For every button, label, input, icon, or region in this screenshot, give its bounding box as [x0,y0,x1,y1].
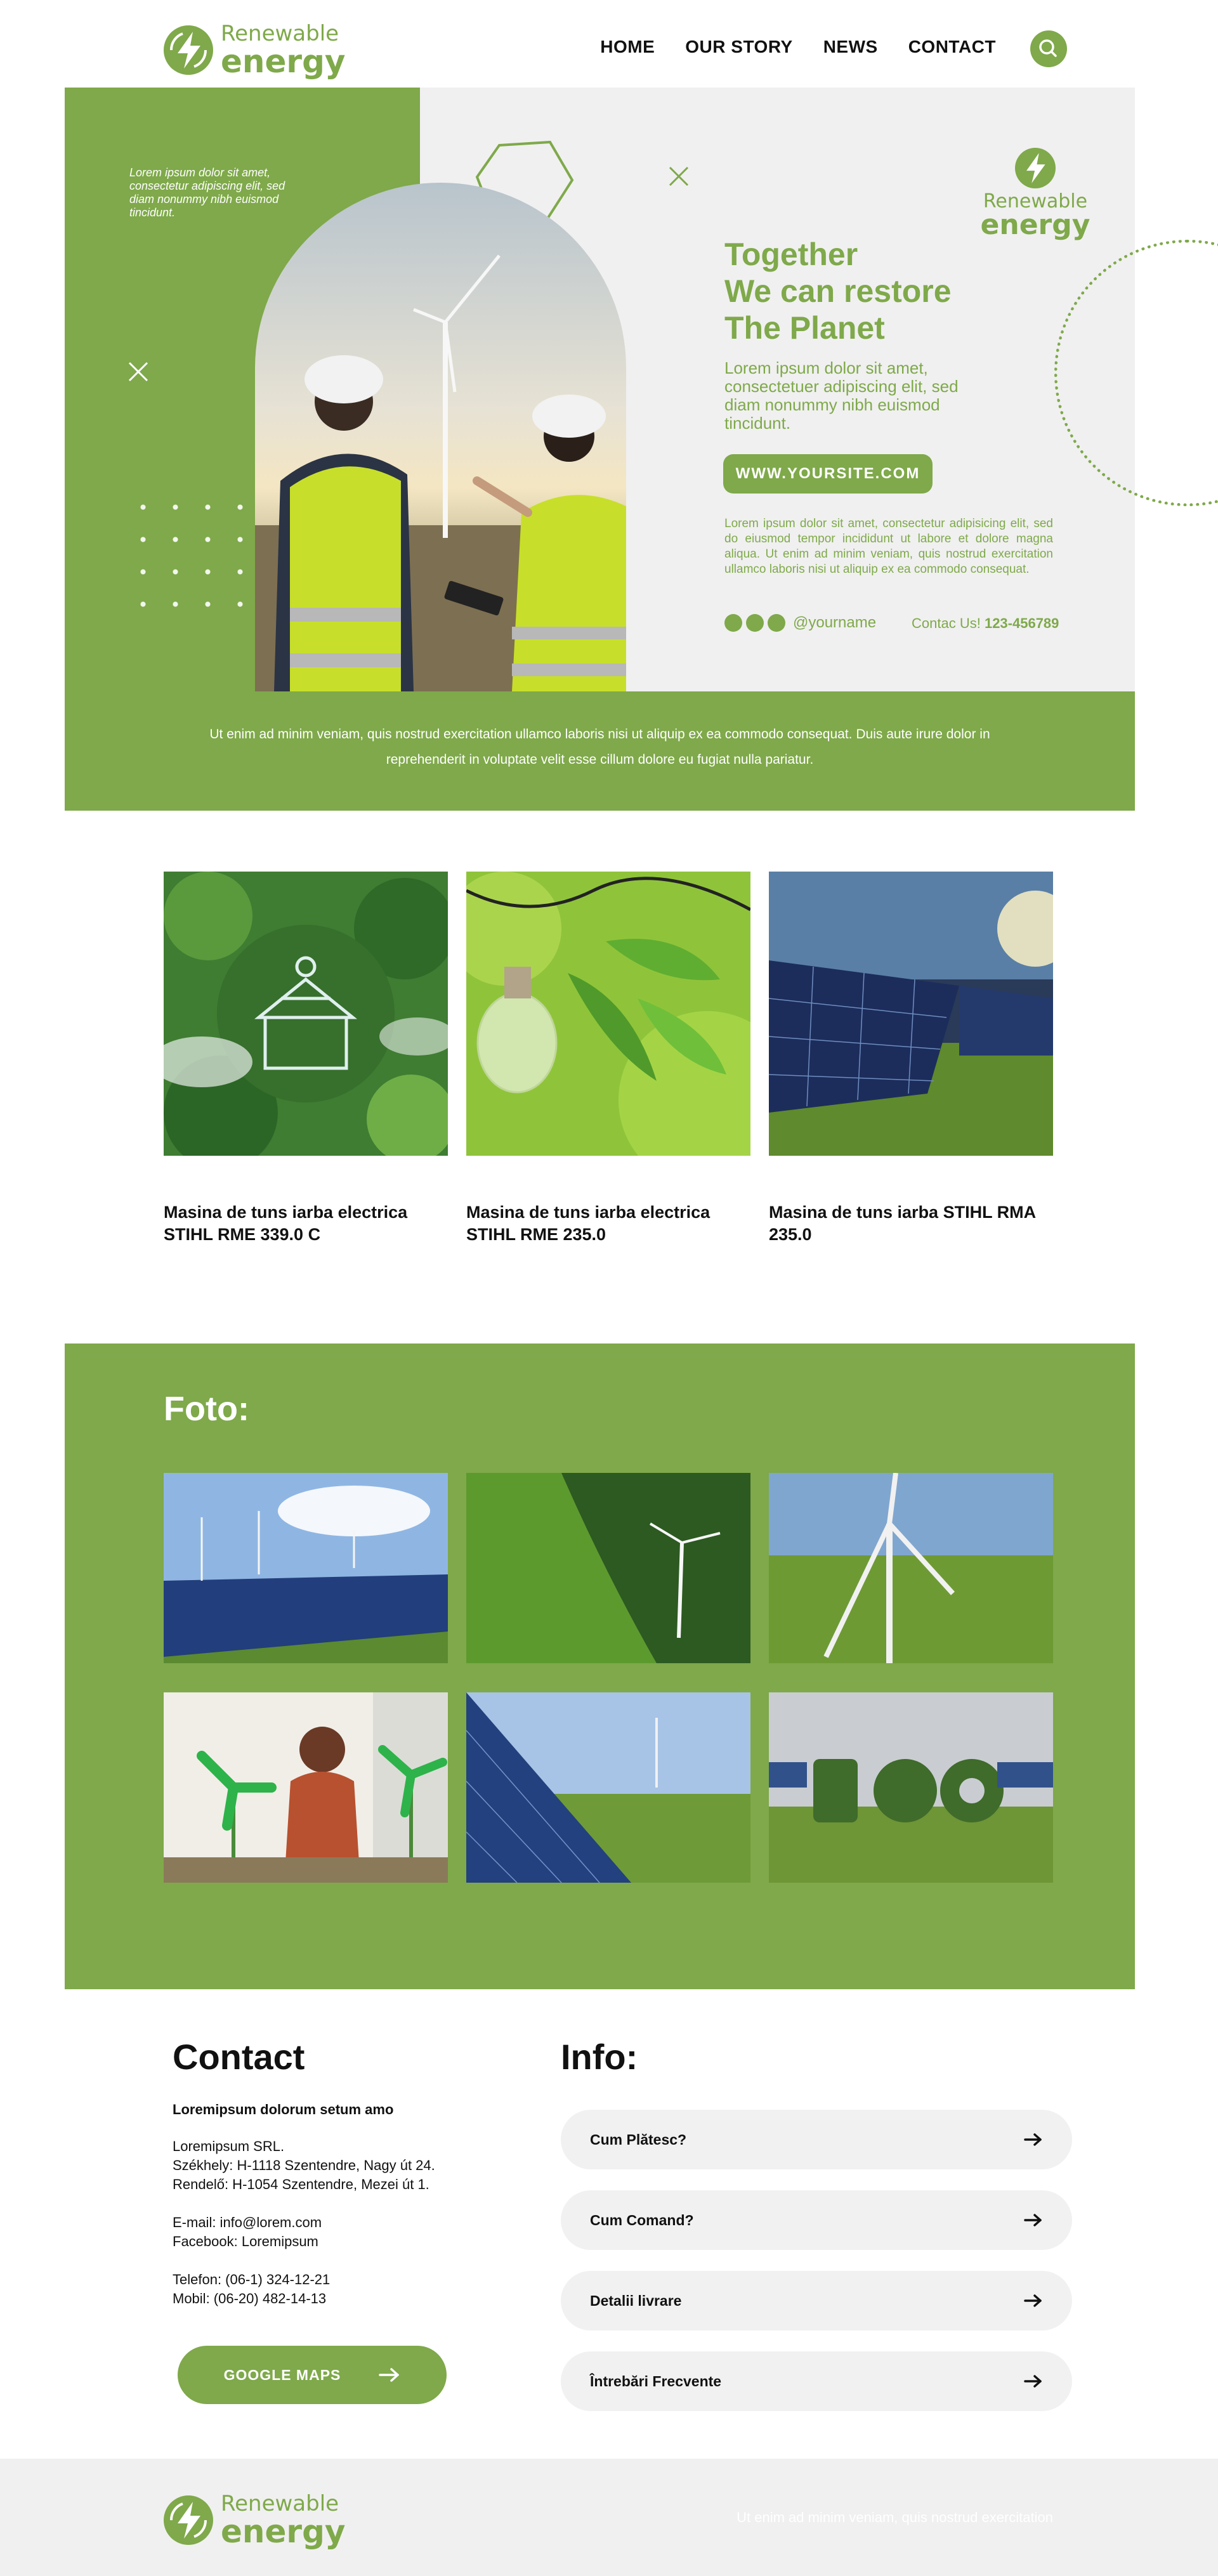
instagram-icon[interactable] [746,614,764,632]
social-links [724,614,876,632]
info-item-faq[interactable] [561,2351,1072,2411]
nav-contact[interactable]: CONTACT [908,37,996,56]
contact-facebook[interactable]: Facebook: Loremipsum [173,2233,318,2249]
info-item-label: Întrebări Frecvente [590,2372,722,2390]
hero-bottom-line-2: reprehenderit in voluptate velit esse cillum dolore eu fugiat nulla pariatur. [386,752,814,767]
contact-telephone: Telefon: (06-1) 324-12-21 [173,2272,331,2287]
info-item-payment[interactable] [561,2110,1072,2169]
hero-photo-engineers [255,183,626,691]
product-image-forest-house [164,872,448,1156]
headline-line-2: We can restore [724,273,952,309]
product-image-bulb-leaves [466,872,750,1156]
hero-brand-line2: energy [980,209,1090,241]
facebook-icon[interactable] [724,614,742,632]
hero-paragraph: Lorem ipsum dolor sit amet, consectetur adipisicing elit, sed do eiusmod tempor incididunt ut labore et dolore magna aliqua. Ut enim ad minim veniam, quis nostrud exercitation ullamco laboris nisi ut aliquip ex ea commodo consequat. [724,517,1053,576]
nav-news[interactable]: NEWS [823,37,878,56]
brand-logo[interactable] [164,21,346,80]
company-name: Loremipsum SRL. [173,2138,285,2154]
gallery-image[interactable] [164,1473,448,1663]
hero-bottom-text [65,722,1135,773]
google-maps-label: GOOGLE MAPS [223,2366,341,2383]
contact-online-block [173,2213,490,2251]
product-title-line-1: Masina de tuns iarba electrica [164,1203,408,1222]
info-item-delivery[interactable] [561,2271,1072,2331]
gallery-image[interactable] [466,1473,750,1663]
headline-line-1: Together [724,237,858,272]
headline-line-3: The Planet [724,310,885,346]
contact-title: Contact [173,2037,305,2077]
product-image-solar-panels [769,872,1053,1156]
product-card[interactable] [769,872,1053,1246]
contact-lead: Loremipsum dolorum setum amo [173,2102,394,2117]
hero-brand-logo [972,148,1099,239]
social-handle: @yourname [793,614,877,631]
dot-pattern [127,491,254,618]
footer-brand-logo[interactable] [164,2491,346,2550]
gallery-image[interactable] [769,1692,1053,1883]
footer-text: Ut enim ad minim veniam, quis nostrud exercitation [737,2509,1053,2525]
search-button[interactable] [1030,30,1067,67]
arrow-right-icon [379,2367,400,2383]
brand-line2: energy [221,43,346,80]
dotted-ring-decoration [1054,240,1218,506]
info-item-order[interactable] [561,2190,1072,2250]
contact-us-label: Contac Us! [912,615,981,631]
footer-brand-line2: energy [221,2513,346,2550]
hero-brand-line1: Renewable [983,190,1088,212]
hero-bottom-line-1: Ut enim ad minim veniam, quis nostrud exercitation ullamco laboris nisi ut aliquip ex ea commodo consequat. Duis aute irure dolor in [209,727,990,742]
main-nav [600,37,996,57]
info-item-label: Cum Comand? [590,2211,694,2228]
product-title-line-2: 235.0 [769,1225,812,1244]
cross-icon [667,165,690,188]
product-title-line-2: STIHL RME 235.0 [466,1225,606,1244]
arrow-right-icon [1024,2132,1043,2147]
contact-email[interactable]: E-mail: info@lorem.com [173,2214,322,2230]
bolt-icon [1015,148,1056,188]
brand-line1: Renewable [221,21,339,46]
gallery-image[interactable] [769,1473,1053,1663]
info-section [561,2036,1072,2077]
arrow-right-icon [1024,2213,1043,2228]
contact-address-block [173,2137,490,2194]
product-title-line-1: Masina de tuns iarba electrica [466,1203,710,1222]
info-item-label: Cum Plătesc? [590,2131,687,2148]
arrow-right-icon [1024,2374,1043,2389]
google-maps-button[interactable] [178,2346,447,2404]
contact-phone: 123-456789 [984,615,1059,631]
product-card[interactable] [466,872,750,1246]
hero-headline [724,236,1054,346]
cross-icon [127,360,150,383]
contact-section [173,2036,490,2308]
office-address: Rendelő: H-1054 Szentendre, Mezei út 1. [173,2176,429,2192]
arrow-right-icon [1024,2293,1043,2308]
product-card[interactable] [164,872,448,1246]
nav-home[interactable]: HOME [600,37,655,56]
nav-our-story[interactable]: OUR STORY [685,37,793,56]
hero-banner [65,88,1135,811]
info-item-label: Detalii livrare [590,2292,682,2309]
website-button[interactable]: WWW.YOURSITE.COM [723,454,933,494]
footer-brand-line1: Renewable [221,2491,339,2516]
hero-contact [912,615,1059,632]
info-title: Info: [561,2037,638,2077]
product-title-line-1: Masina de tuns iarba STIHL RMA [769,1203,1037,1222]
hero-small-text: Lorem ipsum dolor sit amet, consectetur adipiscing elit, sed diam nonummy nibh euismod tincidunt. [129,166,285,219]
search-icon [1030,30,1067,67]
contact-phone-block [173,2270,490,2308]
gallery-title: Foto: [164,1390,249,1428]
gallery-image[interactable] [466,1692,750,1883]
bolt-icon [164,25,213,75]
headquarters: Székhely: H-1118 Szentendre, Nagy út 24. [173,2157,435,2173]
site-footer [0,2459,1218,2576]
site-header [0,0,1218,88]
gallery-image[interactable] [164,1692,448,1883]
hero-subtext: Lorem ipsum dolor sit amet, consectetuer adipiscing elit, sed diam nonummy nibh euismod tincidunt. [724,358,959,433]
product-title-line-2: STIHL RME 339.0 C [164,1225,321,1244]
photo-gallery [65,1344,1135,1989]
contact-mobile: Mobil: (06-20) 482-14-13 [173,2291,327,2306]
twitter-icon[interactable] [768,614,785,632]
bolt-icon [164,2495,213,2545]
